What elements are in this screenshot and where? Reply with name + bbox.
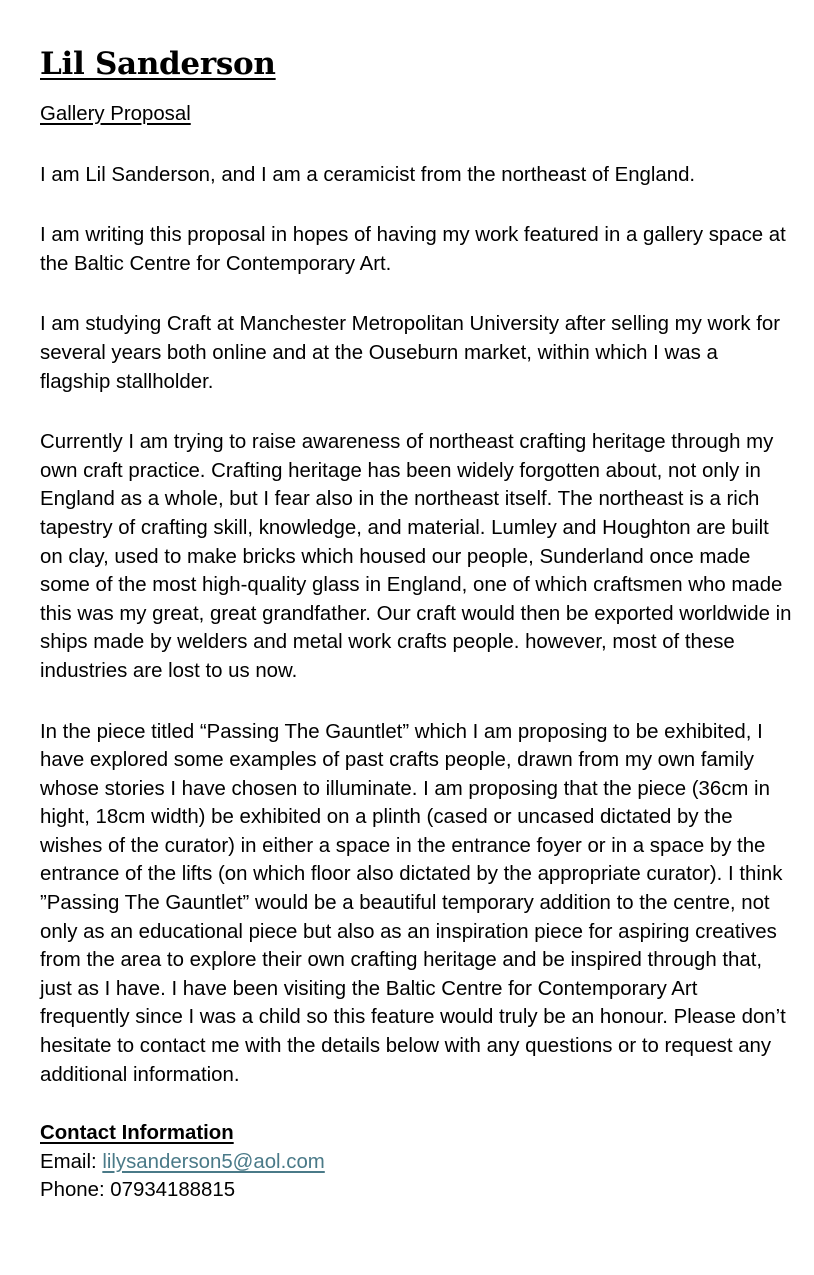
phone-number: 07934188815 bbox=[110, 1179, 236, 1202]
contact-email-line bbox=[40, 1148, 792, 1177]
document-title: Lil Sanderson bbox=[40, 46, 276, 82]
paragraph-heritage: Currently I am trying to raise awareness of northeast crafting heritage through my own craft practice. Crafting heritage has been widely forgotten about, not only in England as a whole, but I fear also in the northeast itself. The northeast is a rich tapestry of crafting skill, knowledge, and material. Lumley and Houghton are built on clay, used to make bricks which housed our people, Sunderland once made some of the most high-quality glass in England, one of which craftsmen who made this was my great, great grandfather. Our craft would then be exported worldwide in ships made by welders and metal work crafts people. however, most of these industries are lost to us now. bbox=[40, 431, 792, 682]
contact-heading: Contact Information bbox=[40, 1122, 234, 1145]
paragraph-intro: I am Lil Sanderson, and I am a ceramicist from the northeast of England. bbox=[40, 163, 696, 186]
document-subtitle: Gallery Proposal bbox=[40, 103, 191, 125]
phone-label: Phone: bbox=[40, 1179, 111, 1202]
contact-phone-line bbox=[40, 1176, 792, 1205]
email-label: Email: bbox=[40, 1150, 103, 1173]
email-link[interactable]: lilysanderson5@aol.com bbox=[102, 1150, 325, 1173]
document-page bbox=[40, 44, 792, 1205]
paragraph-education: I am studying Craft at Manchester Metropolitan University after selling my work for several years both online and at the Ouseburn market, within which I was a flagship stallholder. bbox=[40, 313, 780, 393]
paragraph-proposal: In the piece titled “Passing The Gauntlet” which I am proposing to be exhibited, I have explored some examples of past crafts people, drawn from my own family whose stories I have chosen to illuminate. I am proposing that the piece (36cm in hight, 18cm width) be exhibited on a plinth (cased or uncased dictated by the wishes of the curator) in either a space in the entrance foyer or in a space by the entrance of the lifts (on which floor also dictated by the appropriate curator). I think ”Passing The Gauntlet” would be a beautiful temporary addition to the centre, not only as an educational piece but also as an inspiration piece for aspiring creatives from the area to explore their own crafting heritage and be inspired through that, just as I have. I have been visiting the Baltic Centre for Contemporary Art frequently since I was a child so this feature would truly be an honour. Please don’t hesitate to contact me with the details below with any questions or to request any additional information. bbox=[40, 720, 786, 1086]
paragraph-purpose: I am writing this proposal in hopes of having my work featured in a gallery space at the Baltic Centre for Contemporary Art. bbox=[40, 224, 786, 275]
